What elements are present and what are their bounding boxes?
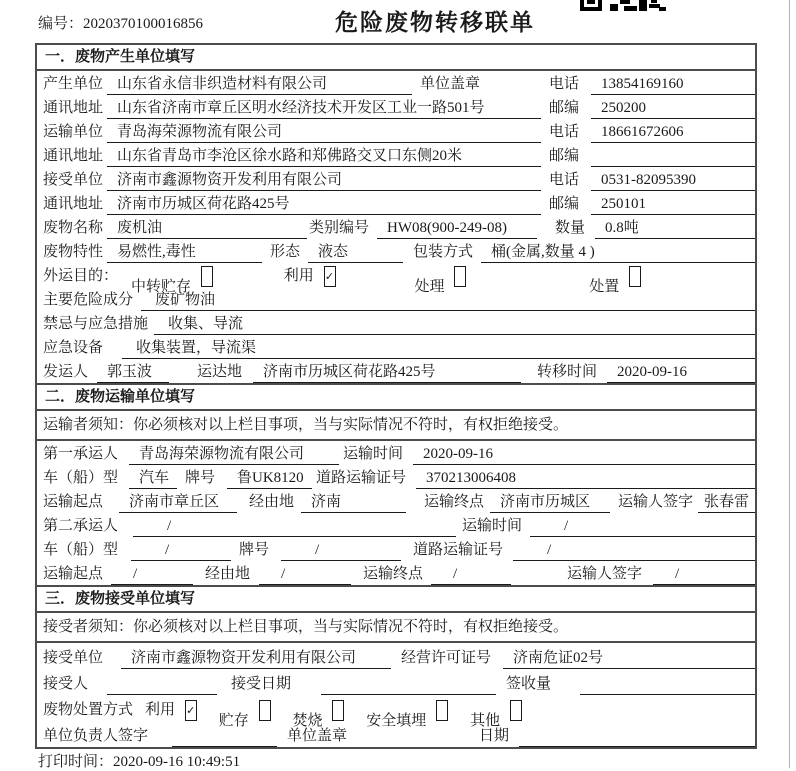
hazard-value: 废矿物油 <box>141 290 755 311</box>
via-label: 经由地 <box>249 494 295 510</box>
equipment-label: 应急设备 <box>43 340 104 356</box>
route2-row <box>37 561 755 585</box>
vehicle-type-value: / <box>131 540 231 561</box>
accept-person-value <box>107 674 217 695</box>
emergency-label: 禁忌与应急措施 <box>43 316 149 332</box>
carrier1-label: 第一承运人 <box>43 446 119 462</box>
plate-label: 牌号 <box>239 542 270 558</box>
checkbox-checked: ✓ <box>324 266 336 287</box>
checkbox-checked: ✓ <box>185 700 197 721</box>
disposal-option-incinerate <box>292 700 345 729</box>
character-label: 废物特性 <box>43 244 104 260</box>
doc-number-value: 2020370100016856 <box>83 16 204 32</box>
carrier1-value: 青岛海荣源物流有限公司 <box>129 444 339 465</box>
permit-value: 370213006408 <box>416 468 755 489</box>
dispatcher-label: 发运人 <box>43 364 89 380</box>
disposal-option-other <box>470 700 522 729</box>
unit-seal-label: 单位盖章 <box>287 728 348 744</box>
receiver-phone: 0531-82095390 <box>591 170 755 191</box>
transport-time-value: 2020-09-16 <box>413 444 755 465</box>
permit-label: 道路运输证号 <box>413 542 504 558</box>
origin-label: 运输起点 <box>43 566 104 582</box>
purpose-option-transfer <box>131 266 213 295</box>
responsible-sign-value <box>172 726 277 747</box>
producer-zip: 250200 <box>591 98 755 119</box>
checkbox <box>332 700 344 721</box>
accept-person-row <box>37 669 755 695</box>
addr-label: 通讯地址 <box>43 148 104 164</box>
waste-name-label: 废物名称 <box>43 220 104 236</box>
signed-qty-value <box>580 674 755 695</box>
origin-label: 运输起点 <box>43 494 104 510</box>
receiver-zip: 250101 <box>591 194 755 215</box>
carrier2-label: 第二承运人 <box>43 518 119 534</box>
receiver-notice: 接受者须知：你必须核对以上栏目事项，当与实际情况不符时，有权拒绝接受。 <box>37 613 755 643</box>
emergency-row <box>37 311 755 335</box>
vehicle1-row <box>37 465 755 489</box>
carrier2-value: / <box>133 516 456 537</box>
via-value: 济南 <box>301 492 406 513</box>
quantity-label: 数量 <box>555 220 586 236</box>
origin-value: 济南市章丘区 <box>119 492 237 513</box>
signature-label: 运输人签字 <box>618 494 694 510</box>
terminus-value: 济南市历城区 <box>490 492 610 513</box>
plate-label: 牌号 <box>185 470 216 486</box>
transporter-notice: 运输者须知：你必须核对以上栏目事项，当与实际情况不符时，有权拒绝接受。 <box>37 411 755 441</box>
zip-label: 邮编 <box>549 196 580 212</box>
checkbox <box>629 266 641 287</box>
route1-row <box>37 489 755 513</box>
producer-phone: 13854169160 <box>591 74 755 95</box>
terminus-label: 运输终点 <box>424 494 485 510</box>
accept-unit-row <box>37 643 755 669</box>
transporter-phone: 18661672606 <box>591 122 755 143</box>
form-value: 液态 <box>308 242 403 263</box>
checkbox <box>454 266 466 287</box>
hazard-row <box>37 287 755 311</box>
purpose-option-utilize <box>284 266 336 287</box>
origin-value: / <box>111 564 193 585</box>
terminus-label: 运输终点 <box>363 566 424 582</box>
zip-label: 邮编 <box>549 100 580 116</box>
disposal-option-landfill <box>366 700 448 729</box>
via-label: 经由地 <box>205 566 251 582</box>
license-value: 济南危证02号 <box>503 648 755 669</box>
producer-row <box>37 71 755 95</box>
signature-value: 张春雷 <box>698 492 755 513</box>
option-label: 贮存 <box>218 713 249 729</box>
transfer-time-value: 2020-09-16 <box>607 362 755 383</box>
producer-label: 产生单位 <box>43 76 104 92</box>
hazard-label: 主要危险成分 <box>43 292 134 308</box>
license-label: 经营许可证号 <box>401 650 492 666</box>
purpose-row <box>37 263 755 295</box>
option-label: 利用 <box>283 268 314 284</box>
via-value: / <box>259 564 351 585</box>
category-value: HW08(900-249-08) <box>377 218 537 239</box>
print-time-value: 2020-09-16 10:49:51 <box>113 754 241 770</box>
packing-value: 桶(金属,数量 4 ) <box>481 242 755 263</box>
transporter-zip <box>591 146 755 167</box>
terminus-value: / <box>431 564 511 585</box>
producer-addr-value: 山东省济南市章丘区明水经济技术开发区工业一路501号 <box>107 98 541 119</box>
phone-label: 电话 <box>549 76 580 92</box>
signature-label: 运输人签字 <box>567 566 643 582</box>
character-value: 易燃性,毒性 <box>107 242 262 263</box>
checkbox <box>259 700 271 721</box>
accept-unit-label: 接受单位 <box>43 650 104 666</box>
transport-time-label: 运输时间 <box>462 518 523 534</box>
vehicle-type-value: 汽车 <box>129 468 177 489</box>
doc-number-label: 编号： <box>38 16 84 32</box>
date-label: 日期 <box>479 728 510 744</box>
option-label: 处置 <box>589 279 620 295</box>
transporter-row <box>37 119 755 143</box>
destination-value: 济南市历城区荷花路425号 <box>253 362 521 383</box>
destination-label: 运达地 <box>197 364 243 380</box>
transport-time-value: / <box>530 516 755 537</box>
form-label: 形态 <box>270 244 301 260</box>
producer-addr-row <box>37 95 755 119</box>
accept-date-value <box>321 674 496 695</box>
section3-header: 三．废物接受单位填写 <box>37 585 755 613</box>
carrier2-row <box>37 513 755 537</box>
section1-header: 一．废物产生单位填写 <box>37 45 755 71</box>
option-label: 安全填埋 <box>366 713 427 729</box>
option-label: 利用 <box>145 702 176 718</box>
addr-label: 通讯地址 <box>43 100 104 116</box>
addr-label: 通讯地址 <box>43 196 104 212</box>
qr-code-fragment <box>580 0 666 11</box>
accept-person-label: 接受人 <box>43 676 89 692</box>
permit-value: / <box>513 540 755 561</box>
waste-character-row <box>37 239 755 263</box>
disposal-option-store <box>218 700 271 729</box>
transfer-time-label: 转移时间 <box>537 364 598 380</box>
checkbox <box>201 266 213 287</box>
date-value <box>519 726 755 747</box>
permit-label: 道路运输证号 <box>316 470 407 486</box>
receiver-row <box>37 167 755 191</box>
category-label: 类别编号 <box>309 220 370 236</box>
accept-date-label: 接受日期 <box>231 676 292 692</box>
transport-time-label: 运输时间 <box>343 446 404 462</box>
transporter-addr-value: 山东省青岛市李沧区徐水路和郑佛路交叉口东侧20米 <box>107 146 541 167</box>
print-time-label: 打印时间： <box>38 754 114 770</box>
disposal-option-utilize <box>145 700 197 721</box>
accept-unit-value: 济南市鑫源物资开发利用有限公司 <box>121 648 391 669</box>
phone-label: 电话 <box>549 172 580 188</box>
manifest-form <box>35 43 757 749</box>
receiver-label: 接受单位 <box>43 172 104 188</box>
emergency-value: 收集、导流 <box>154 314 755 335</box>
purpose-option-dispose <box>589 266 641 295</box>
receiver-addr-value: 济南市历城区荷花路425号 <box>107 194 541 215</box>
signature-value: / <box>653 564 755 585</box>
equipment-value: 收集装置，导流渠 <box>122 338 755 359</box>
signed-qty-label: 签收量 <box>506 676 552 692</box>
transporter-value: 青岛海荣源物流有限公司 <box>107 122 541 143</box>
checkbox <box>436 700 448 721</box>
vehicle2-row <box>37 537 755 561</box>
checkbox <box>510 700 522 721</box>
plate-value: / <box>281 540 401 561</box>
section2-header: 二．废物运输单位填写 <box>37 383 755 411</box>
purpose-label: 外运目的： <box>43 268 119 284</box>
receiver-addr-row <box>37 191 755 215</box>
option-label: 中转贮存 <box>131 279 192 295</box>
transporter-label: 运输单位 <box>43 124 104 140</box>
responsible-sign-label: 单位负责人签字 <box>43 728 149 744</box>
waste-name-row <box>37 215 755 239</box>
disposal-row <box>37 695 755 729</box>
page-title: 危险废物转移联单 <box>335 9 535 35</box>
dispatch-row <box>37 359 755 383</box>
dispatcher-value: 郭玉波 <box>97 362 169 383</box>
disposal-label: 废物处置方式 <box>43 702 134 718</box>
vehicle-type-label: 车（船）型 <box>43 542 119 558</box>
plate-value: 鲁UK8120 <box>227 468 312 489</box>
waste-name-value: 废机油 <box>107 218 307 239</box>
purpose-option-treat <box>414 266 467 295</box>
zip-label: 邮编 <box>549 148 580 164</box>
carrier1-row <box>37 441 755 465</box>
page-edge-divider <box>789 0 790 768</box>
phone-label: 电话 <box>549 124 580 140</box>
vehicle-type-label: 车（船）型 <box>43 470 119 486</box>
producer-value: 山东省永信非织造材料有限公司 <box>107 74 412 95</box>
packing-label: 包装方式 <box>413 244 474 260</box>
quantity-value: 0.8吨 <box>595 218 755 239</box>
option-label: 焚烧 <box>292 713 323 729</box>
seal-label: 单位盖章 <box>420 76 481 92</box>
transporter-addr-row <box>37 143 755 167</box>
option-label: 其他 <box>470 713 501 729</box>
equipment-row <box>37 335 755 359</box>
receiver-value: 济南市鑫源物资开发利用有限公司 <box>107 170 541 191</box>
doc-number <box>38 12 203 33</box>
option-label: 处理 <box>414 279 445 295</box>
